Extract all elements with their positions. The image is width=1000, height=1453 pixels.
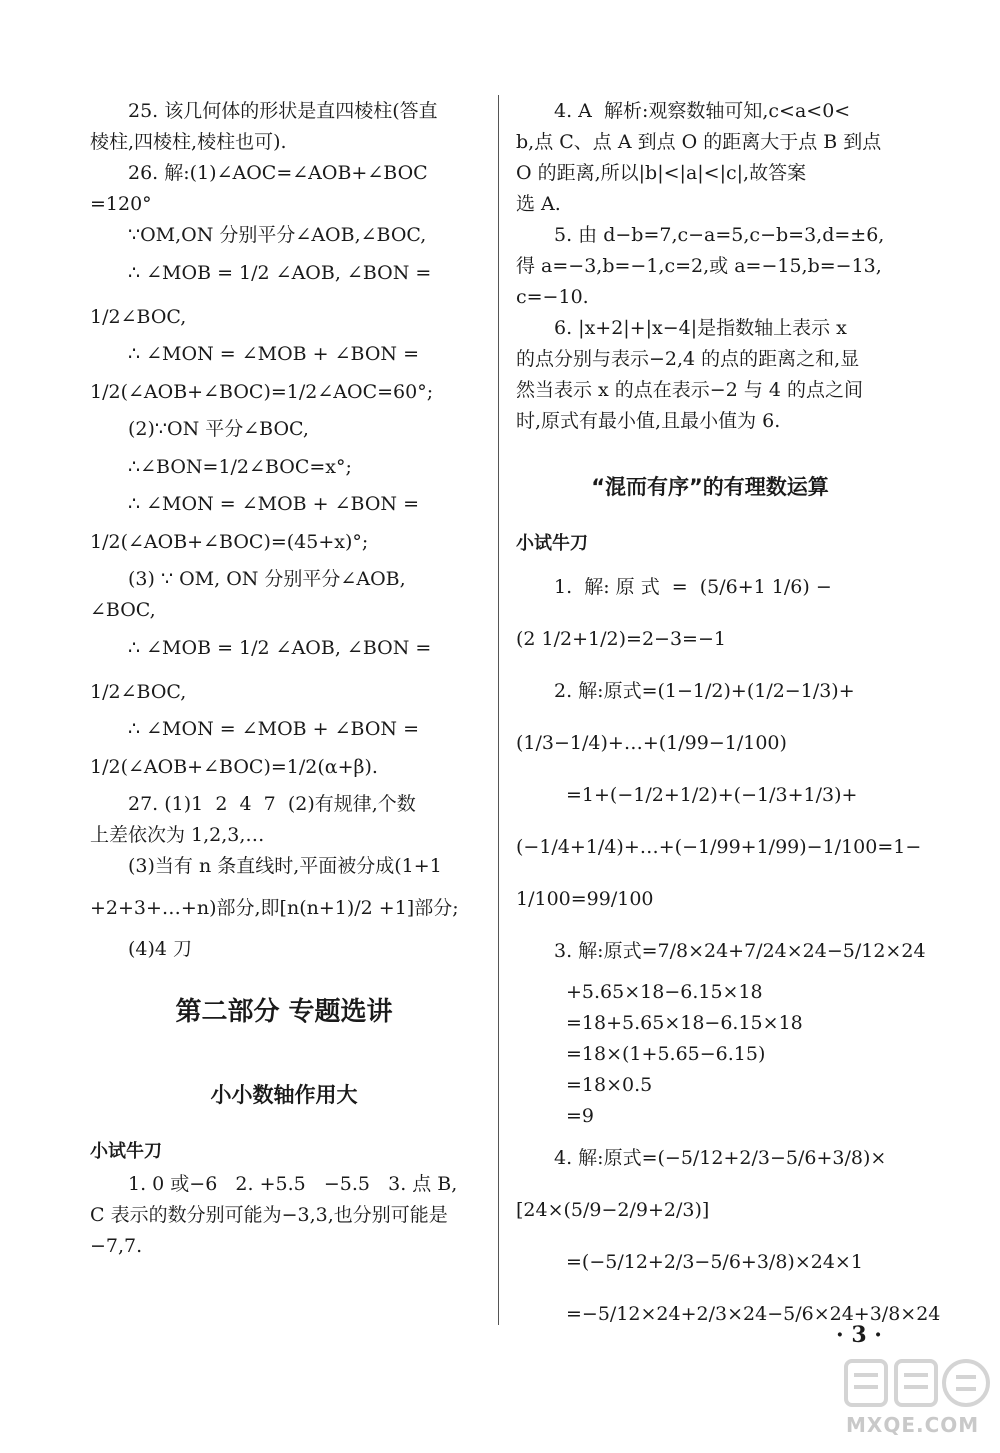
text-line: 4. 解:原式=(−5/12+2/3−5/6+3/8)× bbox=[554, 1147, 887, 1169]
text-line: 27. (1)1 2 4 7 (2)有规律,个数 bbox=[128, 793, 416, 815]
text-line: =1+(−1/2+1/2)+(−1/3+1/3)+ bbox=[566, 784, 858, 806]
section-heading-rational-ops: “混而有序”的有理数运算 bbox=[591, 475, 829, 499]
text-line: 1. 解: 原 式 = (5/6+1 1/6) − bbox=[554, 576, 832, 598]
text-line: 1/2(∠AOB+∠BOC)=1/2(α+β). bbox=[90, 756, 378, 778]
text-line: 3. 解:原式=7/8×24+7/24×24−5/12×24 bbox=[554, 940, 926, 962]
watermark bbox=[842, 1355, 992, 1449]
text-line: =(−5/12+2/3−5/6+3/8)×24×1 bbox=[566, 1251, 863, 1273]
text-line: ∵OM,ON 分别平分∠AOB,∠BOC, bbox=[128, 224, 427, 246]
text-line: (2 1/2+1/2)=2−3=−1 bbox=[516, 628, 726, 650]
text-line: 1/2(∠AOB+∠BOC)=(45+x)°; bbox=[90, 531, 369, 553]
text-line: 1/2∠BOC, bbox=[90, 681, 187, 703]
text-line: ∴ ∠MOB = 1/2 ∠AOB, ∠BON = bbox=[128, 637, 432, 659]
text-line: −7,7. bbox=[90, 1235, 143, 1257]
page-number: · 3 · bbox=[836, 1322, 882, 1348]
text-line: =−5/12×24+2/3×24−5/6×24+3/8×24 bbox=[566, 1303, 941, 1325]
column-divider bbox=[498, 95, 499, 1325]
text-line: =18×(1+5.65−6.15) bbox=[566, 1043, 766, 1065]
text-line: ∴ ∠MON = ∠MOB + ∠BON = bbox=[128, 718, 420, 740]
right-answers bbox=[516, 96, 904, 437]
text-line: b,点 C、点 A 到点 O 的距离大于点 B 到点 bbox=[516, 131, 882, 153]
text-line: (2)∵ON 平分∠BOC, bbox=[128, 418, 309, 440]
text-line: ∴∠BON=1/2∠BOC=x°; bbox=[128, 456, 352, 478]
text-line: +2+3+…+n)部分,即[n(n+1)/2 +1]部分; bbox=[90, 897, 459, 919]
text-line: 6. |x+2|+|x−4|是指数轴上表示 x bbox=[554, 317, 847, 339]
text-line: [24×(5/9−2/9+2/3)] bbox=[516, 1199, 710, 1221]
text-line: (3) ∵ OM, ON 分别平分∠AOB, bbox=[128, 568, 406, 590]
text-line: ∠BOC, bbox=[90, 599, 156, 621]
text-line: 1. 0 或−6 2. +5.5 −5.5 3. 点 B, bbox=[128, 1173, 458, 1195]
watermark-logo-icon bbox=[842, 1355, 992, 1411]
text-line: 26. 解:(1)∠AOC=∠AOB+∠BOC bbox=[128, 162, 428, 184]
text-line: ∴ ∠MON = ∠MOB + ∠BON = bbox=[128, 493, 420, 515]
text-line: 的点分别与表示−2,4 的点的距离之和,显 bbox=[516, 348, 860, 370]
subheading-practice: 小试牛刀 bbox=[90, 1141, 162, 1162]
left-practice-answers bbox=[90, 1169, 478, 1262]
left-answers bbox=[90, 96, 478, 965]
text-line: =18×0.5 bbox=[566, 1074, 653, 1096]
text-line: 然当表示 x 的点在表示−2 与 4 的点之间 bbox=[516, 379, 864, 401]
watermark-text: MXQE.COM bbox=[846, 1413, 980, 1437]
text-line: 棱柱,四棱柱,棱柱也可). bbox=[90, 131, 287, 153]
right-column bbox=[516, 96, 941, 1340]
text-line: 5. 由 d−b=7,c−a=5,c−b=3,d=±6, bbox=[554, 224, 885, 246]
text-line: +5.65×18−6.15×18 bbox=[566, 981, 763, 1003]
text-line: ∴ ∠MON = ∠MOB + ∠BON = bbox=[128, 343, 420, 365]
text-line: 1/2(∠AOB+∠BOC)=1/2∠AOC=60°; bbox=[90, 381, 434, 403]
text-line: (−1/4+1/4)+…+(−1/99+1/99)−1/100=1− bbox=[516, 836, 922, 858]
text-line: ∴ ∠MOB = 1/2 ∠AOB, ∠BON = bbox=[128, 262, 432, 284]
text-line: =9 bbox=[566, 1105, 595, 1127]
text-line: C 表示的数分别可能为−3,3,也分别可能是 bbox=[90, 1204, 448, 1226]
text-line: 1/2∠BOC, bbox=[90, 306, 187, 328]
text-line: 上差依次为 1,2,3,… bbox=[90, 824, 265, 846]
text-line: O 的距离,所以|b|<|a|<|c|,故答案 bbox=[516, 162, 807, 184]
text-line: (3)当有 n 条直线时,平面被分成(1+1 bbox=[128, 855, 442, 877]
text-line: (1/3−1/4)+…+(1/99−1/100) bbox=[516, 732, 787, 754]
right-practice-answers bbox=[516, 561, 941, 1340]
text-line: 选 A. bbox=[516, 193, 561, 215]
part-heading: 第二部分 专题选讲 bbox=[175, 997, 393, 1027]
text-line: c=−10. bbox=[516, 286, 589, 308]
text-line: 时,原式有最小值,且最小值为 6. bbox=[516, 410, 781, 432]
text-line: 1/100=99/100 bbox=[516, 888, 654, 910]
text-line: =18+5.65×18−6.15×18 bbox=[566, 1012, 803, 1034]
section-heading-number-line: 小小数轴作用大 bbox=[210, 1083, 358, 1107]
left-column bbox=[90, 96, 478, 1262]
text-line: 得 a=−3,b=−1,c=2,或 a=−15,b=−13, bbox=[516, 255, 882, 277]
text-line: 25. 该几何体的形状是直四棱柱(答直 bbox=[128, 100, 438, 122]
text-line: 4. A 解析:观察数轴可知,c<a<0< bbox=[554, 100, 851, 122]
text-line: =120° bbox=[90, 193, 152, 215]
text-line: 2. 解:原式=(1−1/2)+(1/2−1/3)+ bbox=[554, 680, 855, 702]
text-line: (4)4 刀 bbox=[128, 938, 193, 960]
subheading-practice-right: 小试牛刀 bbox=[516, 533, 588, 554]
